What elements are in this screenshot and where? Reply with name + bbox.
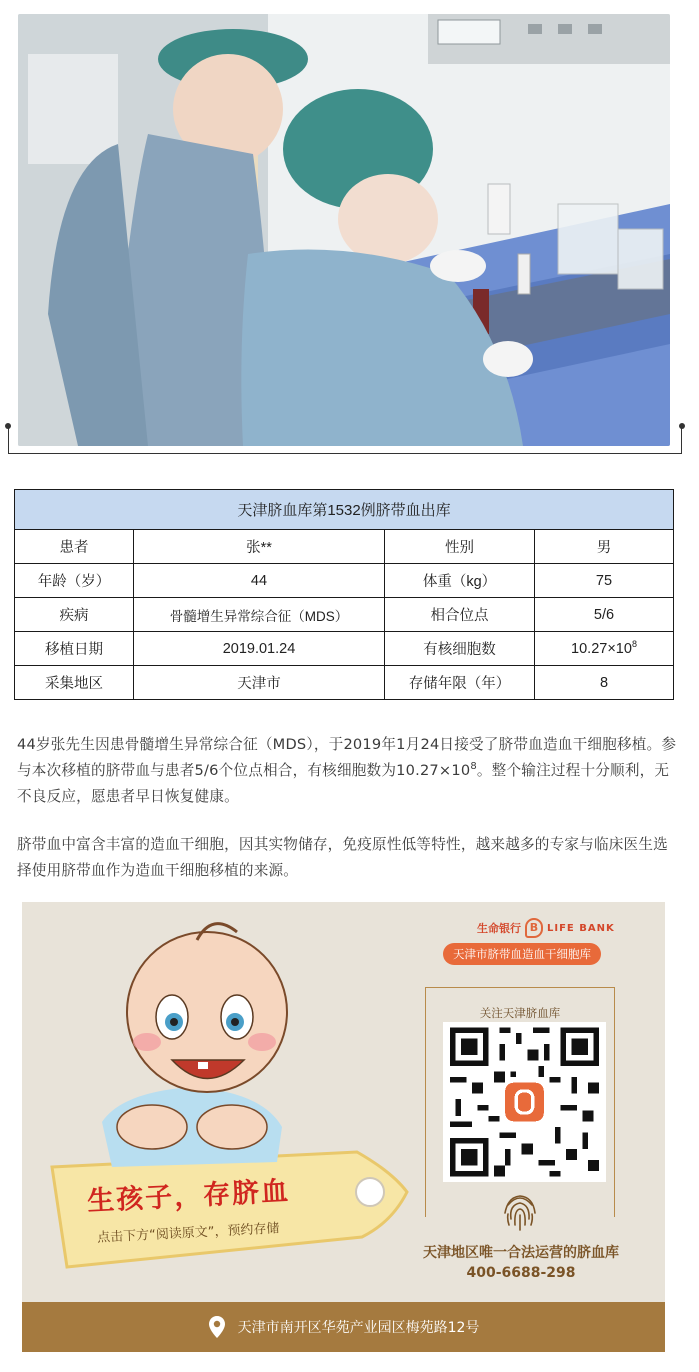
value-match: 5/6 <box>535 598 674 632</box>
table-row <box>15 564 674 598</box>
label-transplant-date: 移植日期 <box>15 632 134 666</box>
brand-en: LIFE BANK <box>547 922 615 934</box>
table-row <box>15 598 674 632</box>
tag-title: 生孩子，存脐血 <box>86 1175 291 1218</box>
tag-subtitle: 点击下方“阅读原文”，预约存储 <box>96 1221 280 1246</box>
lifebank-brand <box>477 918 615 938</box>
case-paragraph-main: 44岁张先生因患骨髓增生异常综合征（MDS），于2019年1月24日接受了脐带血造血干细胞移植。参与本次移植的脐带血与患者5/6个位点相合，有核细胞数为10.27×10 <box>17 736 677 779</box>
lifebank-logo-icon: B <box>525 918 543 938</box>
value-age: 44 <box>134 564 385 598</box>
lab-photo <box>18 14 670 446</box>
info-paragraph: 脐带血中富含丰富的造血干细胞，因其实物储存，免疫原性低等特性，越来越多的专家与临床医生选择使用脐带血作为造血干细胞移植的来源。 <box>17 836 668 879</box>
slogan-text: 天津地区唯一合法运营的脐血库 <box>423 1245 619 1261</box>
label-age: 年龄（岁） <box>15 564 134 598</box>
label-storage-years: 存储年限（年） <box>385 666 535 700</box>
case-paragraph <box>17 732 681 810</box>
table-row <box>15 666 674 700</box>
label-region: 采集地区 <box>15 666 134 700</box>
value-region: 天津市 <box>134 666 385 700</box>
qr-code[interactable] <box>443 1022 606 1182</box>
brand-cn: 生命银行 <box>477 922 521 935</box>
qr-code-graphic <box>443 1022 606 1182</box>
promo-banner[interactable] <box>22 902 665 1302</box>
case-paragraph-exponent: 8 <box>470 761 477 773</box>
address-bar <box>22 1302 665 1352</box>
cell-count-base: 10.27×10 <box>571 640 632 657</box>
label-match: 相合位点 <box>385 598 535 632</box>
table-title: 天津脐血库第1532例脐带血出库 <box>15 490 674 530</box>
fingerprint-icon <box>500 1189 540 1233</box>
release-info-table <box>14 489 674 700</box>
case-paragraph-end: 。整个输注过程十分顺利，无不良反应，愿患者早日恢复健康。 <box>17 762 670 805</box>
value-disease: 骨髓增生异常综合征（MDS） <box>134 598 385 632</box>
qr-caption-1: 关注天津脐血库 <box>479 1006 561 1020</box>
value-storage-years: 8 <box>535 666 674 700</box>
value-gender: 男 <box>535 530 674 564</box>
table-row <box>15 530 674 564</box>
label-patient: 患者 <box>15 530 134 564</box>
phone-number[interactable]: 400-6688-298 <box>466 1265 576 1281</box>
value-patient: 张** <box>134 530 385 564</box>
photo-frame-line <box>8 426 682 458</box>
table-header-row <box>15 490 674 530</box>
label-disease: 疾病 <box>15 598 134 632</box>
cell-count-exponent: 8 <box>631 638 637 649</box>
label-weight: 体重（kg） <box>385 564 535 598</box>
value-transplant-date: 2019.01.24 <box>134 632 385 666</box>
bank-name-pill: 天津市脐带血造血干细胞库 <box>443 943 601 965</box>
table-row <box>15 632 674 666</box>
label-gender: 性别 <box>385 530 535 564</box>
pin-icon <box>208 1315 226 1339</box>
value-weight: 75 <box>535 564 674 598</box>
label-cell-count: 有核细胞数 <box>385 632 535 666</box>
value-cell-count <box>535 632 674 666</box>
address-text: 天津市南开区华苑产业园区梅苑路12号 <box>237 1320 480 1336</box>
